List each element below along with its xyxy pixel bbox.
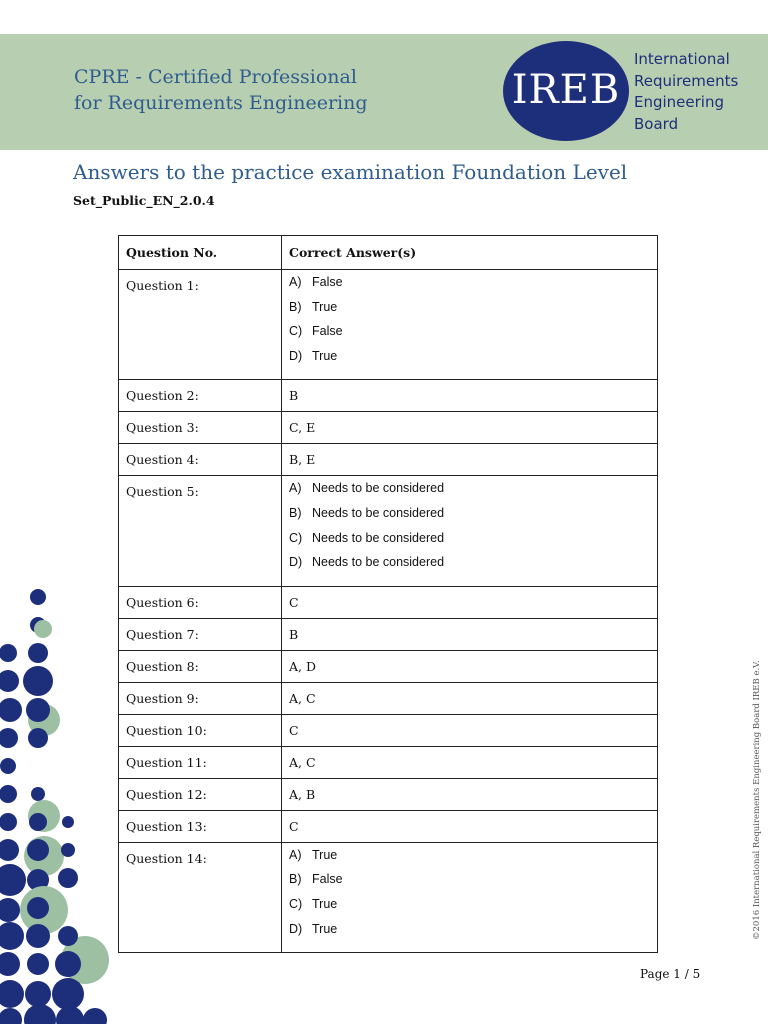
- question-label: Question 10:: [119, 714, 282, 746]
- header-title-line2: for Requirements Engineering: [74, 92, 368, 114]
- table-row: [119, 778, 658, 810]
- question-label: Question 7:: [119, 618, 282, 650]
- decorative-dot: [24, 1004, 56, 1024]
- header-title-line1: CPRE - Certified Professional: [74, 66, 357, 88]
- answer-option: [289, 553, 657, 578]
- table-row: [119, 412, 658, 444]
- decorative-dot: [0, 1008, 22, 1024]
- decorative-dot: [25, 981, 51, 1007]
- decorative-dot: [0, 839, 19, 861]
- option-letter: C): [289, 896, 303, 911]
- decorative-dot: [0, 758, 16, 774]
- table-row: [119, 682, 658, 714]
- option-letter: C): [289, 324, 303, 339]
- table-row: [119, 746, 658, 778]
- option-value: False: [312, 275, 343, 289]
- header-question-no: Question No.: [119, 236, 282, 270]
- question-label: Question 12:: [119, 778, 282, 810]
- answer-cell: [282, 476, 658, 586]
- option-letter: D): [289, 921, 303, 936]
- answers-table: [118, 235, 658, 953]
- table-row: [119, 714, 658, 746]
- table-row: [119, 270, 658, 380]
- decorative-dot: [27, 839, 49, 861]
- answer-cell: A, D: [282, 650, 658, 682]
- decorative-dot: [0, 922, 24, 950]
- answer-option: [289, 273, 657, 298]
- answer-option: [289, 298, 657, 323]
- option-value: True: [312, 896, 338, 911]
- document-subtitle: Set_Public_EN_2.0.4: [73, 193, 215, 208]
- answer-cell: B: [282, 380, 658, 412]
- option-letter: D): [289, 348, 303, 363]
- decorative-dot: [0, 864, 26, 896]
- decorative-dot: [23, 666, 53, 696]
- decorative-dot: [26, 698, 50, 722]
- decorative-dots: [0, 580, 110, 1024]
- answer-options: [289, 270, 657, 379]
- option-letter: D): [289, 555, 303, 570]
- question-label: Question 5:: [119, 476, 282, 586]
- answer-option: [289, 846, 657, 871]
- answer-cell: B: [282, 618, 658, 650]
- option-value: False: [312, 872, 343, 887]
- decorative-dot: [29, 813, 47, 831]
- decorative-dot: [30, 589, 46, 605]
- option-letter: A): [289, 847, 302, 862]
- table-row: [119, 650, 658, 682]
- question-label: Question 4:: [119, 444, 282, 476]
- answer-option: [289, 479, 657, 504]
- table-row: [119, 586, 658, 618]
- answer-cell: C: [282, 586, 658, 618]
- decorative-dot: [0, 898, 20, 922]
- org-line1: International: [634, 50, 730, 68]
- page-number: Page 1 / 5: [640, 967, 701, 981]
- decorative-dot: [0, 980, 24, 1008]
- decorative-dot: [62, 816, 74, 828]
- decorative-dot: [0, 813, 17, 831]
- decorative-dot: [83, 1008, 107, 1024]
- header-title: [74, 64, 368, 116]
- answer-cell: C: [282, 714, 658, 746]
- option-value: True: [312, 348, 338, 363]
- option-value: Needs to be considered: [312, 530, 445, 545]
- decorative-dot: [61, 843, 75, 857]
- decorative-dot: [0, 952, 20, 976]
- question-label: Question 9:: [119, 682, 282, 714]
- question-label: Question 14:: [119, 842, 282, 952]
- decorative-dot: [0, 728, 18, 748]
- option-value: False: [312, 324, 343, 339]
- option-letter: A): [289, 275, 302, 289]
- option-value: True: [312, 847, 338, 862]
- answer-options: [289, 843, 657, 952]
- decorative-dot: [27, 897, 49, 919]
- decorative-dot: [0, 670, 19, 692]
- answer-cell: A, C: [282, 682, 658, 714]
- answer-option: [289, 870, 657, 895]
- option-letter: C): [289, 530, 303, 545]
- table-row: [119, 476, 658, 586]
- org-name: [634, 49, 738, 135]
- decorative-dot: [58, 926, 78, 946]
- option-value: True: [312, 921, 338, 936]
- question-label: Question 11:: [119, 746, 282, 778]
- option-letter: B): [289, 872, 302, 887]
- table-row: [119, 444, 658, 476]
- document-title: Answers to the practice examination Foundation Level: [73, 160, 628, 184]
- header-correct-answers: Correct Answer(s): [282, 236, 658, 270]
- answer-options: [289, 476, 657, 585]
- answer-option: [289, 895, 657, 920]
- decorative-dot: [55, 951, 81, 977]
- decorative-dot: [56, 1006, 84, 1024]
- decorative-dot: [0, 698, 22, 722]
- answer-option: [289, 347, 657, 372]
- question-label: Question 6:: [119, 586, 282, 618]
- answer-option: [289, 322, 657, 347]
- table-row: [119, 842, 658, 952]
- decorative-dot: [31, 787, 45, 801]
- option-letter: B): [289, 505, 302, 520]
- answer-cell: A, B: [282, 778, 658, 810]
- answer-option: [289, 920, 657, 945]
- answer-option: [289, 504, 657, 529]
- table-row: [119, 618, 658, 650]
- decorative-dot: [58, 868, 78, 888]
- answer-cell: C, E: [282, 412, 658, 444]
- decorative-dot: [0, 644, 17, 662]
- question-label: Question 1:: [119, 270, 282, 380]
- decorative-dot: [27, 953, 49, 975]
- option-value: Needs to be considered: [312, 481, 445, 496]
- table-header-row: [119, 236, 658, 270]
- decorative-dot: [28, 728, 48, 748]
- org-line3: Engineering: [634, 93, 724, 111]
- org-line4: Board: [634, 114, 679, 133]
- option-value: Needs to be considered: [312, 555, 445, 570]
- answer-cell: [282, 270, 658, 380]
- answer-cell: B, E: [282, 444, 658, 476]
- ireb-logo-text: IREB: [511, 67, 621, 113]
- decorative-dot: [52, 978, 84, 1010]
- answer-cell: [282, 842, 658, 952]
- question-label: Question 2:: [119, 380, 282, 412]
- option-letter: B): [289, 299, 302, 314]
- decorative-dot: [0, 785, 17, 803]
- question-label: Question 13:: [119, 810, 282, 842]
- answer-cell: C: [282, 810, 658, 842]
- answer-option: [289, 529, 657, 554]
- answer-cell: A, C: [282, 746, 658, 778]
- decorative-dot: [34, 620, 52, 638]
- copyright-notice: ©2016 International Requirements Engineering Board IREB e.V.: [752, 660, 762, 940]
- question-label: Question 8:: [119, 650, 282, 682]
- option-letter: A): [289, 481, 302, 496]
- table-row: [119, 810, 658, 842]
- org-line2: Requirements: [634, 71, 739, 90]
- option-value: True: [312, 299, 338, 314]
- answers-body: [119, 270, 658, 953]
- option-value: Needs to be considered: [312, 505, 445, 520]
- table-row: [119, 380, 658, 412]
- question-label: Question 3:: [119, 412, 282, 444]
- decorative-dot: [26, 924, 50, 948]
- decorative-dot: [28, 643, 48, 663]
